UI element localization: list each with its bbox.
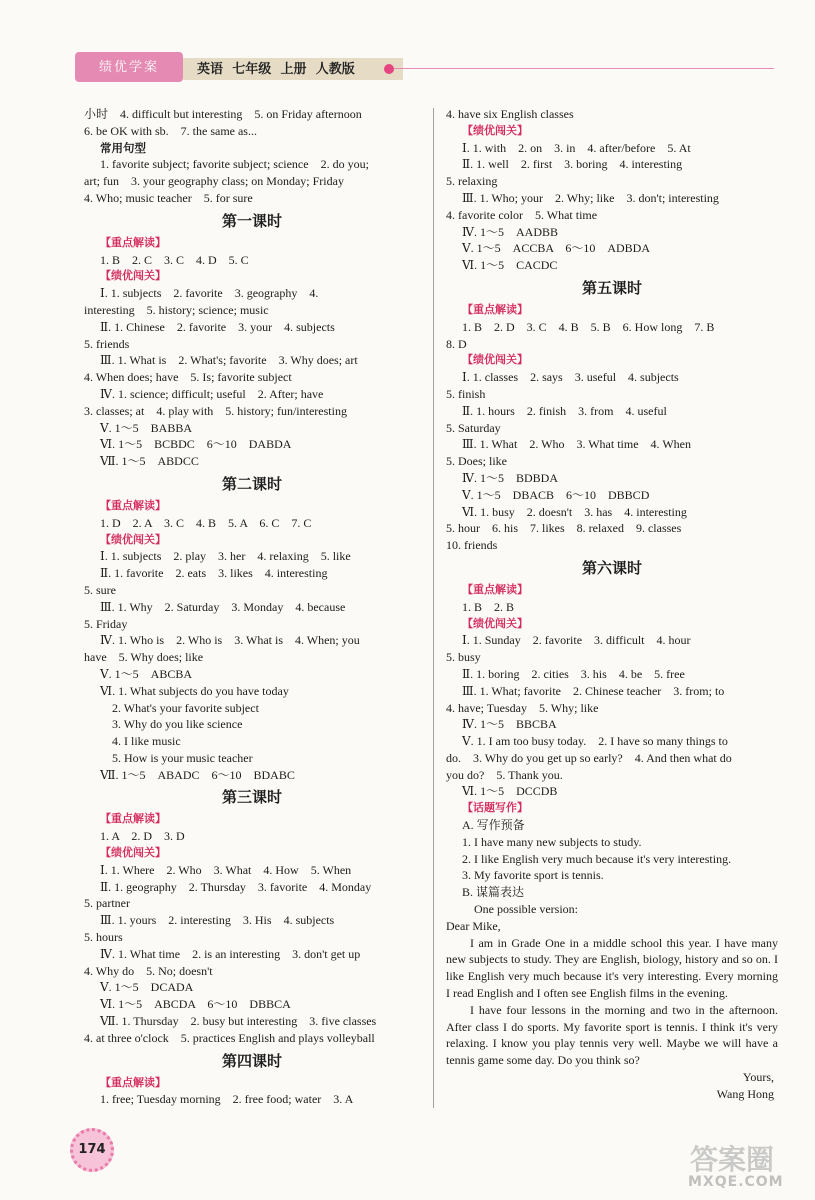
answer-line: 4. at three o'clock 5. practices English and plays volleyball bbox=[84, 1030, 375, 1045]
answer-line: Ⅳ. 1～5 BDBDA bbox=[462, 470, 558, 485]
left-column bbox=[84, 106, 420, 1108]
answer-line: 1. B 2. D 3. C 4. B 5. B 6. How long 7. B bbox=[462, 319, 715, 334]
book-info-band: 英语 七年级 上册 人教版 bbox=[183, 58, 403, 80]
watermark-url: MXQE.COM bbox=[688, 1174, 784, 1190]
header-rule bbox=[394, 68, 774, 69]
answer-line: Ⅱ. 1. geography 2. Thursday 3. favorite 4. Monday bbox=[100, 879, 372, 894]
answer-line: 4. favorite color 5. What time bbox=[446, 207, 598, 222]
answer-line: Ⅰ. 1. Sunday 2. favorite 3. difficult 4. hour bbox=[462, 633, 691, 648]
answer-line: 5. hour 6. his 7. likes 8. relaxed 9. classes bbox=[446, 521, 682, 536]
answer-line: Ⅵ. 1～5 CACDC bbox=[462, 258, 558, 273]
answer-line: 5. relaxing bbox=[446, 174, 498, 189]
answer-line: 1. D 2. A 3. C 4. B 5. A 6. C 7. C bbox=[100, 515, 312, 530]
section-tag: 【重点解读】 bbox=[100, 1075, 166, 1089]
answer-line: Ⅴ. 1～5 DCADA bbox=[100, 980, 194, 995]
answer-line: Ⅲ. 1. What is 2. What's; favorite 3. Why does; art bbox=[100, 353, 358, 368]
answer-line: 5. busy bbox=[446, 650, 481, 665]
answer-line: Ⅰ. 1. subjects 2. play 3. her 4. relaxing 5. like bbox=[100, 549, 351, 564]
answer-line: 5. finish bbox=[446, 386, 486, 401]
watermark-text: 答案圈 bbox=[690, 1143, 775, 1176]
answer-line: 2. I like English very much because it's very interesting. bbox=[462, 851, 732, 866]
answer-line: 5. Friday bbox=[84, 616, 128, 631]
answer-line: 4. have; Tuesday 5. Why; like bbox=[446, 700, 599, 715]
section-tag: 【重点解读】 bbox=[100, 812, 166, 826]
answer-line: 5. friends bbox=[84, 336, 130, 351]
answer-line: have 5. Why does; like bbox=[84, 650, 204, 665]
essay-paragraph: I have four lessons in the morning and two in the afternoon. After class I do sports. My favorite sport is tennis. I think it's very relaxing. I know you play tennis very well. Maybe we will have a tennis game some day. Do you think so? bbox=[446, 1002, 778, 1068]
section-tag: 【绩优闯关】 bbox=[462, 123, 528, 137]
section-tag: 【重点解读】 bbox=[100, 235, 166, 249]
answer-line: Ⅴ. 1～5 BABBA bbox=[100, 420, 193, 435]
answer-line: One possible version: bbox=[474, 902, 578, 917]
section-tag: 【话题写作】 bbox=[462, 801, 528, 815]
answer-line: do. 3. Why do you get up so early? 4. And then what do bbox=[446, 750, 732, 765]
answer-line: 3. classes; at 4. play with 5. history; fun/interesting bbox=[84, 403, 347, 418]
header-dot bbox=[384, 64, 394, 74]
subsection-heading: 常用句型 bbox=[100, 140, 146, 155]
answer-line: 2. What's your favorite subject bbox=[112, 700, 259, 715]
section-tag: 【重点解读】 bbox=[100, 498, 166, 512]
answer-line: Ⅳ. 1. Who is 2. Who is 3. What is 4. When; you bbox=[100, 633, 360, 648]
answer-line: Ⅱ. 1. Chinese 2. favorite 3. your 4. subjects bbox=[100, 319, 335, 334]
answer-line: 6. be OK with sb. 7. the same as... bbox=[84, 123, 257, 138]
answer-line: Ⅵ. 1～5 DCCDB bbox=[462, 784, 558, 799]
answer-line: 5. partner bbox=[84, 896, 130, 911]
answer-line: 3. My favorite sport is tennis. bbox=[462, 868, 604, 883]
right-column bbox=[446, 106, 778, 1103]
answer-line: 1. free; Tuesday morning 2. free food; water 3. A bbox=[100, 1092, 354, 1107]
answer-line: Ⅳ. 1～5 BBCBA bbox=[462, 717, 557, 732]
essay-paragraph: I am in Grade One in a middle school this year. I have many new subjects to study. They are English, biology, history and so on. I like English very much because it's very interesting. Every morning I read English and I often see English films in the evening. bbox=[446, 935, 778, 1001]
answer-line: Ⅲ. 1. Who; your 2. Why; like 3. don't; interesting bbox=[462, 190, 719, 205]
answer-line: 5. sure bbox=[84, 582, 116, 597]
answer-line: Ⅰ. 1. with 2. on 3. in 4. after/before 5. At bbox=[462, 140, 691, 155]
answer-line: Ⅵ. 1～5 ABCDA 6～10 DBBCA bbox=[100, 997, 291, 1012]
answer-line: 4. Who; music teacher 5. for sure bbox=[84, 190, 253, 205]
section-tag: 【绩优闯关】 bbox=[100, 269, 166, 283]
answer-line: Ⅱ. 1. boring 2. cities 3. his 4. be 5. free bbox=[462, 666, 685, 681]
answer-line: Dear Mike, bbox=[446, 918, 501, 933]
answer-line: 5. How is your music teacher bbox=[112, 750, 253, 765]
answer-line: Ⅳ. 1. What time 2. is an interesting 3. don't get up bbox=[100, 946, 361, 961]
answer-line: Ⅱ. 1. favorite 2. eats 3. likes 4. interesting bbox=[100, 566, 328, 581]
answer-line: 8. D bbox=[446, 336, 467, 351]
answer-line: Ⅴ. 1～5 DBACB 6～10 DBBCD bbox=[462, 487, 650, 502]
lesson-heading: 第五课时 bbox=[581, 278, 642, 297]
answer-line: Ⅰ. 1. classes 2. says 3. useful 4. subjects bbox=[462, 370, 679, 385]
answer-line: Ⅴ. 1～5 ACCBA 6～10 ADBDA bbox=[462, 241, 651, 256]
lesson-heading: 第二课时 bbox=[221, 474, 282, 493]
answer-line: 1. favorite subject; favorite subject; science 2. do you; bbox=[100, 157, 369, 172]
section-tag: 【绩优闯关】 bbox=[462, 616, 528, 630]
signature-line: Yours, bbox=[742, 1070, 774, 1085]
answer-line: Ⅳ. 1. science; difficult; useful 2. After; have bbox=[100, 386, 324, 401]
answer-line: Ⅲ. 1. yours 2. interesting 3. His 4. subjects bbox=[100, 913, 335, 928]
answer-line: 1. A 2. D 3. D bbox=[100, 829, 185, 844]
answer-line: art; fun 3. your geography class; on Monday; Friday bbox=[84, 174, 344, 189]
answer-line: Ⅱ. 1. hours 2. finish 3. from 4. useful bbox=[462, 403, 667, 418]
answer-line: you do? 5. Thank you. bbox=[446, 767, 563, 782]
answer-line: 10. friends bbox=[446, 538, 498, 553]
answer-line: 1. B 2. C 3. C 4. D 5. C bbox=[100, 252, 249, 267]
answer-line: 4. When does; have 5. Is; favorite subject bbox=[84, 370, 292, 385]
answer-line: 5. Does; like bbox=[446, 454, 507, 469]
answer-line: Ⅵ. 1～5 BCBDC 6～10 DABDA bbox=[100, 437, 292, 452]
section-tag: 【绩优闯关】 bbox=[462, 353, 528, 367]
answer-line: Ⅶ. 1～5 ABADC 6～10 BDABC bbox=[100, 767, 295, 782]
answer-line: 4. I like music bbox=[112, 734, 181, 749]
section-tag: 【绩优闯关】 bbox=[100, 532, 166, 546]
answer-line: Ⅴ. 1～5 ABCBA bbox=[100, 666, 193, 681]
answer-line: 5. hours bbox=[84, 930, 123, 945]
lesson-heading: 第四课时 bbox=[221, 1051, 282, 1070]
answer-line: interesting 5. history; science; music bbox=[84, 302, 269, 317]
answer-line: 3. Why do you like science bbox=[112, 717, 243, 732]
answer-line: Ⅲ. 1. What 2. Who 3. What time 4. When bbox=[462, 437, 691, 452]
answer-line: Ⅲ. 1. What; favorite 2. Chinese teacher 3. from; to bbox=[462, 683, 725, 698]
answer-line: Ⅶ. 1. Thursday 2. busy but interesting 3. five classes bbox=[100, 1014, 377, 1029]
answer-line: Ⅲ. 1. Why 2. Saturday 3. Monday 4. because bbox=[100, 599, 346, 614]
answer-line: 5. Saturday bbox=[446, 420, 501, 435]
series-tab: 绩优学案 bbox=[75, 52, 183, 82]
answer-line: Ⅵ. 1. What subjects do you have today bbox=[100, 683, 289, 698]
answer-line: B. 谋篇表达 bbox=[462, 885, 525, 900]
lesson-heading: 第六课时 bbox=[581, 558, 642, 577]
page-number-badge: 174 bbox=[70, 1128, 114, 1172]
answer-line: Ⅴ. 1. I am too busy today. 2. I have so many things to bbox=[462, 734, 728, 749]
answer-line: Ⅰ. 1. subjects 2. favorite 3. geography 4. bbox=[100, 286, 319, 301]
section-tag: 【重点解读】 bbox=[462, 302, 528, 316]
answer-line: 1. I have many new subjects to study. bbox=[462, 834, 642, 849]
answer-line: 小时 4. difficult but interesting 5. on Friday afternoon bbox=[84, 107, 362, 121]
answer-line: 4. have six English classes bbox=[446, 107, 574, 121]
page-header bbox=[75, 50, 405, 84]
section-tag: 【重点解读】 bbox=[462, 582, 528, 596]
answer-line: Ⅱ. 1. well 2. first 3. boring 4. interesting bbox=[462, 157, 683, 172]
lesson-heading: 第一课时 bbox=[221, 211, 282, 230]
column-divider bbox=[433, 108, 434, 1108]
watermark-logo bbox=[688, 1138, 798, 1194]
signature-line: Wang Hong bbox=[716, 1086, 774, 1101]
answer-line: Ⅰ. 1. Where 2. Who 3. What 4. How 5. When bbox=[100, 862, 352, 877]
answer-line: Ⅶ. 1～5 ABDCC bbox=[100, 454, 199, 469]
answer-line: 4. Why do 5. No; doesn't bbox=[84, 963, 213, 978]
answer-line: A. 写作预备 bbox=[462, 818, 525, 833]
answer-line: Ⅵ. 1. busy 2. doesn't 3. has 4. interesting bbox=[462, 504, 687, 519]
answer-line: Ⅳ. 1～5 AADBB bbox=[462, 224, 558, 239]
section-tag: 【绩优闯关】 bbox=[100, 846, 166, 860]
answer-line: 1. B 2. B bbox=[462, 599, 515, 614]
lesson-heading: 第三课时 bbox=[221, 788, 282, 807]
